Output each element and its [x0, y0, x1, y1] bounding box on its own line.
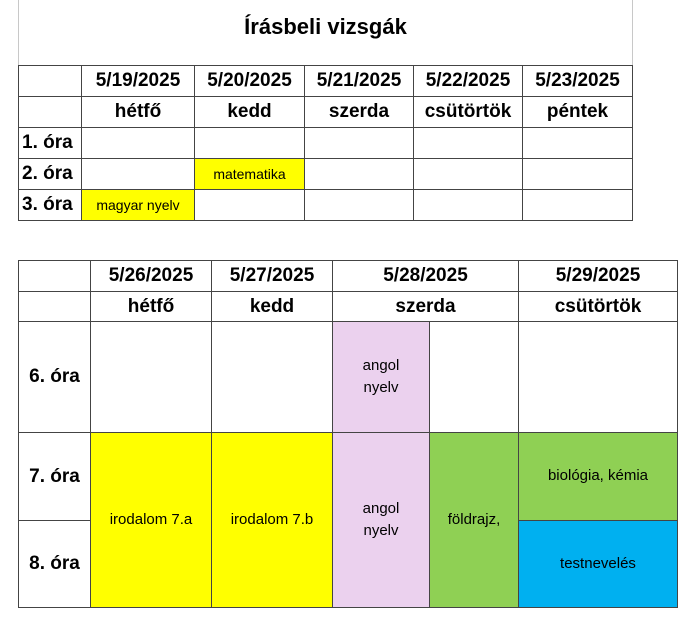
corner-cell	[19, 292, 91, 322]
exam-magyar-nyelv: magyar nyelv	[82, 190, 195, 221]
empty-cell	[523, 159, 633, 190]
date-header: 5/23/2025	[523, 66, 633, 97]
day-header: kedd	[212, 292, 333, 322]
period-label: 8. óra	[19, 521, 91, 608]
empty-cell	[414, 190, 523, 221]
period-label: 6. óra	[19, 322, 91, 433]
empty-cell	[430, 322, 519, 433]
period-label: 2. óra	[19, 159, 82, 190]
day-header: kedd	[195, 97, 305, 128]
empty-cell	[82, 128, 195, 159]
period-label: 1. óra	[19, 128, 82, 159]
empty-cell	[212, 322, 333, 433]
exam-line: angol	[362, 499, 400, 517]
exam-table-week-2	[18, 260, 678, 608]
exam-line: angol	[362, 356, 400, 374]
table-row	[19, 128, 633, 159]
empty-cell	[414, 159, 523, 190]
date-header: 5/20/2025	[195, 66, 305, 97]
date-header: 5/27/2025	[212, 261, 333, 292]
period-label: 7. óra	[19, 433, 91, 521]
date-header: 5/26/2025	[91, 261, 212, 292]
table-row	[19, 66, 633, 97]
table-row	[19, 292, 678, 322]
exam-line: nyelv	[363, 379, 399, 396]
page-title: Írásbeli vizsgák	[244, 14, 407, 39]
exam-irodalom-7a: irodalom 7.a	[91, 433, 212, 608]
exam-biologia-kemia: biológia, kémia	[519, 433, 678, 521]
empty-cell	[91, 322, 212, 433]
table-row	[19, 433, 678, 521]
empty-cell	[519, 322, 678, 433]
table-row	[19, 190, 633, 221]
exam-irodalom-7b: irodalom 7.b	[212, 433, 333, 608]
date-header: 5/21/2025	[305, 66, 414, 97]
table-row	[19, 159, 633, 190]
date-header: 5/28/2025	[333, 261, 519, 292]
table-row	[19, 261, 678, 292]
date-header: 5/19/2025	[82, 66, 195, 97]
table-row	[19, 97, 633, 128]
empty-cell	[523, 128, 633, 159]
day-header: szerda	[305, 97, 414, 128]
exam-line: nyelv	[363, 522, 399, 539]
empty-cell	[414, 128, 523, 159]
day-header: csütörtök	[519, 292, 678, 322]
empty-cell	[305, 159, 414, 190]
exam-angol-nyelv	[333, 433, 430, 608]
corner-cell	[19, 261, 91, 292]
date-header: 5/29/2025	[519, 261, 678, 292]
day-header: péntek	[523, 97, 633, 128]
exam-table-week-1	[18, 65, 633, 221]
empty-cell	[195, 128, 305, 159]
day-header: hétfő	[91, 292, 212, 322]
exam-testneveles: testnevelés	[519, 521, 678, 608]
corner-cell	[19, 66, 82, 97]
date-header: 5/22/2025	[414, 66, 523, 97]
empty-cell	[305, 190, 414, 221]
exam-foldrajz: földrajz,	[430, 433, 519, 608]
empty-cell	[195, 190, 305, 221]
day-header: hétfő	[82, 97, 195, 128]
day-header: szerda	[333, 292, 519, 322]
exam-matematika: matematika	[195, 159, 305, 190]
empty-cell	[305, 128, 414, 159]
period-label: 3. óra	[19, 190, 82, 221]
empty-cell	[523, 190, 633, 221]
table-row	[19, 322, 678, 433]
corner-cell	[19, 97, 82, 128]
exam-angol-nyelv	[333, 322, 430, 433]
empty-cell	[82, 159, 195, 190]
day-header: csütörtök	[414, 97, 523, 128]
